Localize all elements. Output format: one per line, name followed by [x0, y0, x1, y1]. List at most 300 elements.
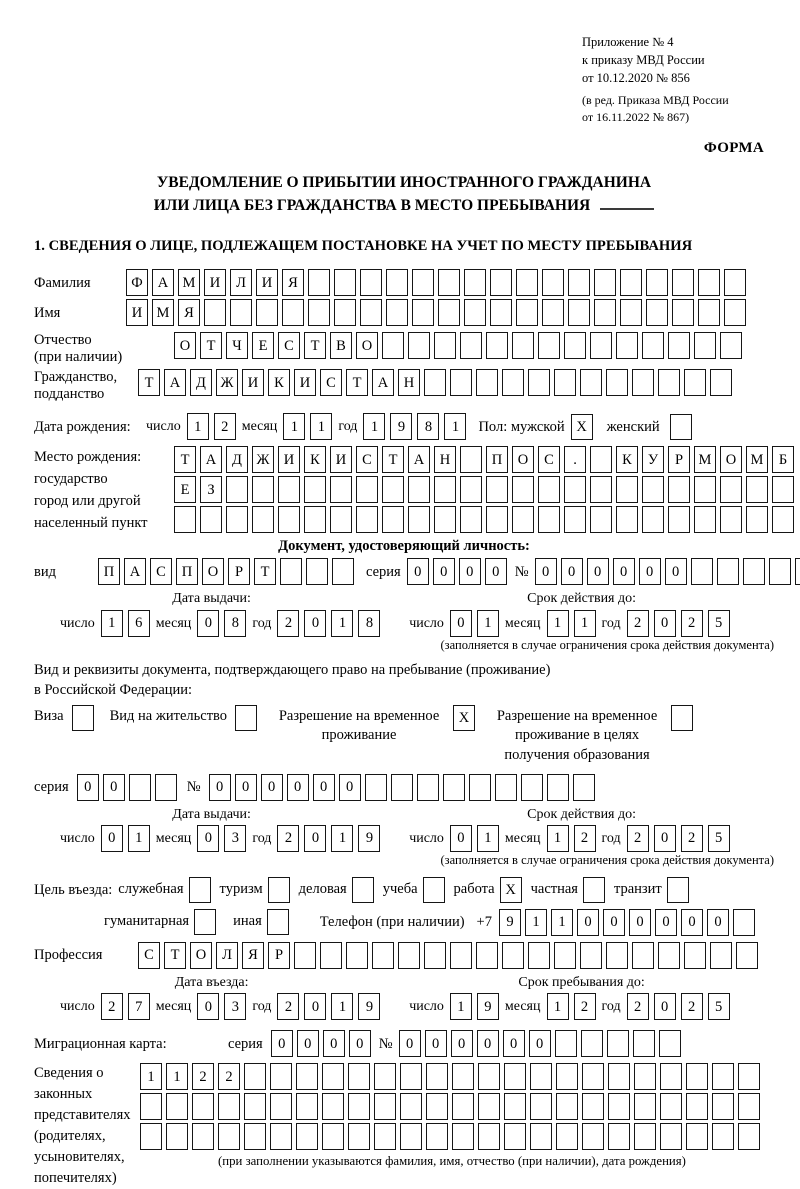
char-cell[interactable] [568, 299, 590, 326]
char-cell[interactable]: 0 [425, 1030, 447, 1057]
char-cell[interactable]: 0 [407, 558, 429, 585]
char-cell[interactable]: 1 [551, 909, 573, 936]
humanitarian-checkbox[interactable] [194, 909, 216, 935]
char-cell[interactable]: 0 [101, 825, 123, 852]
char-cell[interactable] [717, 558, 739, 585]
char-cell[interactable]: С [356, 446, 378, 473]
char-cell[interactable] [426, 1093, 448, 1120]
char-cell[interactable]: 0 [477, 1030, 499, 1057]
char-cell[interactable] [304, 506, 326, 533]
char-cell[interactable]: 5 [708, 610, 730, 637]
char-cell[interactable] [564, 332, 586, 359]
char-cell[interactable] [408, 506, 430, 533]
char-cell[interactable]: 8 [358, 610, 380, 637]
char-cell[interactable] [568, 269, 590, 296]
char-cell[interactable] [672, 299, 694, 326]
char-cell[interactable]: 2 [627, 825, 649, 852]
char-cell[interactable]: 9 [499, 909, 521, 936]
char-cell[interactable] [296, 1123, 318, 1150]
char-cell[interactable] [608, 1123, 630, 1150]
char-cell[interactable] [738, 1063, 760, 1090]
char-cell[interactable] [556, 1093, 578, 1120]
char-cell[interactable] [795, 558, 800, 585]
char-cell[interactable]: 1 [477, 610, 499, 637]
char-cell[interactable] [502, 369, 524, 396]
char-cell[interactable] [512, 476, 534, 503]
char-cell[interactable] [374, 1063, 396, 1090]
char-cell[interactable] [620, 299, 642, 326]
char-cell[interactable]: М [746, 446, 768, 473]
char-cell[interactable] [634, 1123, 656, 1150]
char-cell[interactable]: С [278, 332, 300, 359]
char-cell[interactable]: С [538, 446, 560, 473]
char-cell[interactable]: 2 [277, 610, 299, 637]
study-checkbox[interactable] [423, 877, 445, 903]
char-cell[interactable]: 0 [655, 909, 677, 936]
char-cell[interactable] [694, 332, 716, 359]
char-cell[interactable]: И [242, 369, 264, 396]
transit-checkbox[interactable] [667, 877, 689, 903]
char-cell[interactable]: 0 [209, 774, 231, 801]
char-cell[interactable] [478, 1123, 500, 1150]
char-cell[interactable]: 1 [525, 909, 547, 936]
private-checkbox[interactable] [583, 877, 605, 903]
char-cell[interactable] [348, 1063, 370, 1090]
char-cell[interactable] [642, 476, 664, 503]
char-cell[interactable] [450, 942, 472, 969]
char-cell[interactable]: 6 [128, 610, 150, 637]
char-cell[interactable] [382, 332, 404, 359]
char-cell[interactable]: 0 [271, 1030, 293, 1057]
char-cell[interactable] [746, 476, 768, 503]
char-cell[interactable] [417, 774, 439, 801]
char-cell[interactable] [452, 1123, 474, 1150]
char-cell[interactable]: 0 [77, 774, 99, 801]
official-checkbox[interactable] [189, 877, 211, 903]
char-cell[interactable]: 9 [477, 993, 499, 1020]
char-cell[interactable] [348, 1123, 370, 1150]
char-cell[interactable] [330, 476, 352, 503]
char-cell[interactable]: 9 [390, 413, 412, 440]
char-cell[interactable] [330, 506, 352, 533]
char-cell[interactable]: 0 [577, 909, 599, 936]
char-cell[interactable]: А [408, 446, 430, 473]
char-cell[interactable]: 1 [363, 413, 385, 440]
char-cell[interactable] [400, 1063, 422, 1090]
char-cell[interactable] [555, 1030, 577, 1057]
char-cell[interactable]: А [372, 369, 394, 396]
char-cell[interactable]: С [320, 369, 342, 396]
char-cell[interactable] [129, 774, 151, 801]
char-cell[interactable] [460, 332, 482, 359]
char-cell[interactable]: 1 [574, 610, 596, 637]
char-cell[interactable] [684, 942, 706, 969]
char-cell[interactable] [556, 1063, 578, 1090]
char-cell[interactable]: Е [252, 332, 274, 359]
char-cell[interactable] [476, 942, 498, 969]
char-cell[interactable] [698, 269, 720, 296]
char-cell[interactable]: Р [228, 558, 250, 585]
char-cell[interactable] [660, 1063, 682, 1090]
char-cell[interactable]: Т [164, 942, 186, 969]
char-cell[interactable] [218, 1093, 240, 1120]
char-cell[interactable] [547, 774, 569, 801]
char-cell[interactable] [504, 1063, 526, 1090]
char-cell[interactable] [516, 269, 538, 296]
char-cell[interactable] [356, 476, 378, 503]
char-cell[interactable]: С [150, 558, 172, 585]
char-cell[interactable] [270, 1123, 292, 1150]
char-cell[interactable] [412, 269, 434, 296]
char-cell[interactable] [140, 1093, 162, 1120]
char-cell[interactable] [334, 269, 356, 296]
char-cell[interactable]: 0 [707, 909, 729, 936]
char-cell[interactable] [256, 299, 278, 326]
char-cell[interactable]: А [164, 369, 186, 396]
char-cell[interactable]: Д [190, 369, 212, 396]
char-cell[interactable] [495, 774, 517, 801]
char-cell[interactable]: 0 [503, 1030, 525, 1057]
char-cell[interactable]: 0 [197, 993, 219, 1020]
char-cell[interactable] [426, 1123, 448, 1150]
char-cell[interactable] [538, 332, 560, 359]
char-cell[interactable] [464, 269, 486, 296]
char-cell[interactable]: 3 [224, 825, 246, 852]
char-cell[interactable] [582, 1093, 604, 1120]
char-cell[interactable] [174, 506, 196, 533]
char-cell[interactable]: Т [254, 558, 276, 585]
char-cell[interactable] [590, 476, 612, 503]
char-cell[interactable] [530, 1093, 552, 1120]
char-cell[interactable]: 1 [128, 825, 150, 852]
char-cell[interactable] [606, 942, 628, 969]
char-cell[interactable]: Е [174, 476, 196, 503]
char-cell[interactable] [580, 942, 602, 969]
char-cell[interactable] [226, 506, 248, 533]
char-cell[interactable]: 8 [417, 413, 439, 440]
char-cell[interactable]: 0 [529, 1030, 551, 1057]
other-purpose-checkbox[interactable] [267, 909, 289, 935]
char-cell[interactable]: О [356, 332, 378, 359]
char-cell[interactable]: Т [138, 369, 160, 396]
char-cell[interactable] [332, 558, 354, 585]
char-cell[interactable] [374, 1123, 396, 1150]
char-cell[interactable]: А [152, 269, 174, 296]
char-cell[interactable] [434, 506, 456, 533]
char-cell[interactable] [382, 506, 404, 533]
char-cell[interactable] [334, 299, 356, 326]
char-cell[interactable] [608, 1063, 630, 1090]
char-cell[interactable] [320, 942, 342, 969]
char-cell[interactable] [450, 369, 472, 396]
char-cell[interactable] [282, 299, 304, 326]
char-cell[interactable]: К [616, 446, 638, 473]
char-cell[interactable]: 1 [331, 610, 353, 637]
char-cell[interactable]: 0 [639, 558, 661, 585]
char-cell[interactable] [564, 506, 586, 533]
char-cell[interactable] [582, 1123, 604, 1150]
char-cell[interactable]: 0 [261, 774, 283, 801]
char-cell[interactable]: Я [242, 942, 264, 969]
char-cell[interactable] [412, 299, 434, 326]
char-cell[interactable] [528, 942, 550, 969]
char-cell[interactable] [204, 299, 226, 326]
char-cell[interactable] [658, 942, 680, 969]
char-cell[interactable] [469, 774, 491, 801]
sex-female-checkbox[interactable] [670, 414, 692, 440]
char-cell[interactable]: 0 [459, 558, 481, 585]
char-cell[interactable]: И [294, 369, 316, 396]
char-cell[interactable] [554, 942, 576, 969]
char-cell[interactable] [634, 1093, 656, 1120]
char-cell[interactable]: Я [178, 299, 200, 326]
char-cell[interactable]: 2 [277, 993, 299, 1020]
char-cell[interactable]: 1 [444, 413, 466, 440]
char-cell[interactable] [486, 506, 508, 533]
char-cell[interactable] [769, 558, 791, 585]
char-cell[interactable]: 0 [287, 774, 309, 801]
char-cell[interactable] [512, 332, 534, 359]
char-cell[interactable] [580, 369, 602, 396]
char-cell[interactable] [166, 1093, 188, 1120]
char-cell[interactable] [659, 1030, 681, 1057]
char-cell[interactable] [516, 299, 538, 326]
char-cell[interactable] [386, 269, 408, 296]
char-cell[interactable]: 2 [218, 1063, 240, 1090]
char-cell[interactable] [686, 1123, 708, 1150]
char-cell[interactable] [554, 369, 576, 396]
char-cell[interactable]: Ч [226, 332, 248, 359]
char-cell[interactable] [244, 1123, 266, 1150]
char-cell[interactable]: 1 [283, 413, 305, 440]
char-cell[interactable] [218, 1123, 240, 1150]
char-cell[interactable]: И [126, 299, 148, 326]
char-cell[interactable]: 1 [547, 610, 569, 637]
char-cell[interactable] [590, 506, 612, 533]
char-cell[interactable] [710, 369, 732, 396]
char-cell[interactable] [460, 446, 482, 473]
char-cell[interactable] [408, 332, 430, 359]
char-cell[interactable] [738, 1123, 760, 1150]
char-cell[interactable] [710, 942, 732, 969]
char-cell[interactable] [646, 299, 668, 326]
char-cell[interactable]: 2 [277, 825, 299, 852]
char-cell[interactable]: О [174, 332, 196, 359]
char-cell[interactable] [391, 774, 413, 801]
char-cell[interactable]: 2 [192, 1063, 214, 1090]
char-cell[interactable]: И [278, 446, 300, 473]
char-cell[interactable] [476, 369, 498, 396]
char-cell[interactable] [660, 1093, 682, 1120]
char-cell[interactable] [632, 942, 654, 969]
char-cell[interactable] [606, 369, 628, 396]
char-cell[interactable] [322, 1063, 344, 1090]
char-cell[interactable] [382, 476, 404, 503]
char-cell[interactable] [200, 506, 222, 533]
char-cell[interactable]: А [200, 446, 222, 473]
char-cell[interactable] [348, 1093, 370, 1120]
sex-male-checkbox[interactable]: X [571, 414, 593, 440]
char-cell[interactable] [590, 332, 612, 359]
char-cell[interactable]: Т [304, 332, 326, 359]
char-cell[interactable] [646, 269, 668, 296]
char-cell[interactable] [308, 269, 330, 296]
char-cell[interactable] [724, 299, 746, 326]
char-cell[interactable]: Я [282, 269, 304, 296]
char-cell[interactable] [684, 369, 706, 396]
char-cell[interactable] [660, 1123, 682, 1150]
char-cell[interactable] [424, 942, 446, 969]
char-cell[interactable] [306, 558, 328, 585]
char-cell[interactable]: П [486, 446, 508, 473]
char-cell[interactable]: 1 [477, 825, 499, 852]
char-cell[interactable]: 7 [128, 993, 150, 1020]
char-cell[interactable]: 2 [214, 413, 236, 440]
char-cell[interactable] [252, 476, 274, 503]
char-cell[interactable]: П [176, 558, 198, 585]
char-cell[interactable]: 0 [561, 558, 583, 585]
char-cell[interactable]: Ж [216, 369, 238, 396]
char-cell[interactable]: 1 [101, 610, 123, 637]
char-cell[interactable] [658, 369, 680, 396]
char-cell[interactable] [668, 476, 690, 503]
char-cell[interactable] [672, 269, 694, 296]
char-cell[interactable] [632, 369, 654, 396]
char-cell[interactable]: 2 [681, 610, 703, 637]
char-cell[interactable]: 2 [574, 825, 596, 852]
char-cell[interactable]: 0 [197, 610, 219, 637]
char-cell[interactable] [296, 1093, 318, 1120]
char-cell[interactable] [686, 1063, 708, 1090]
char-cell[interactable]: 1 [331, 993, 353, 1020]
char-cell[interactable]: 9 [358, 993, 380, 1020]
char-cell[interactable] [140, 1123, 162, 1150]
char-cell[interactable]: 1 [547, 993, 569, 1020]
char-cell[interactable]: О [720, 446, 742, 473]
char-cell[interactable] [226, 476, 248, 503]
char-cell[interactable] [607, 1030, 629, 1057]
char-cell[interactable] [668, 332, 690, 359]
char-cell[interactable]: 0 [665, 558, 687, 585]
char-cell[interactable]: Б [772, 446, 794, 473]
char-cell[interactable] [504, 1093, 526, 1120]
char-cell[interactable]: Ф [126, 269, 148, 296]
char-cell[interactable]: 1 [547, 825, 569, 852]
char-cell[interactable]: 0 [197, 825, 219, 852]
char-cell[interactable]: . [564, 446, 586, 473]
char-cell[interactable] [736, 942, 758, 969]
char-cell[interactable] [521, 774, 543, 801]
char-cell[interactable]: 0 [399, 1030, 421, 1057]
char-cell[interactable]: О [190, 942, 212, 969]
char-cell[interactable] [360, 299, 382, 326]
char-cell[interactable] [192, 1123, 214, 1150]
char-cell[interactable]: 0 [339, 774, 361, 801]
char-cell[interactable] [642, 506, 664, 533]
char-cell[interactable] [308, 299, 330, 326]
char-cell[interactable] [478, 1093, 500, 1120]
char-cell[interactable] [270, 1063, 292, 1090]
char-cell[interactable] [434, 332, 456, 359]
char-cell[interactable]: 0 [349, 1030, 371, 1057]
char-cell[interactable]: А [124, 558, 146, 585]
char-cell[interactable] [720, 332, 742, 359]
char-cell[interactable] [733, 909, 755, 936]
char-cell[interactable] [464, 299, 486, 326]
char-cell[interactable] [686, 1093, 708, 1120]
char-cell[interactable] [694, 476, 716, 503]
char-cell[interactable] [452, 1063, 474, 1090]
char-cell[interactable] [278, 506, 300, 533]
char-cell[interactable]: 0 [297, 1030, 319, 1057]
char-cell[interactable]: 5 [708, 825, 730, 852]
temporary-residence-education-checkbox[interactable] [671, 705, 693, 731]
char-cell[interactable] [620, 269, 642, 296]
char-cell[interactable] [712, 1093, 734, 1120]
char-cell[interactable] [486, 332, 508, 359]
char-cell[interactable] [400, 1123, 422, 1150]
char-cell[interactable] [244, 1063, 266, 1090]
char-cell[interactable] [712, 1123, 734, 1150]
char-cell[interactable] [528, 369, 550, 396]
char-cell[interactable]: П [98, 558, 120, 585]
char-cell[interactable] [166, 1123, 188, 1150]
char-cell[interactable] [452, 1093, 474, 1120]
char-cell[interactable]: М [152, 299, 174, 326]
char-cell[interactable] [724, 269, 746, 296]
char-cell[interactable] [322, 1123, 344, 1150]
char-cell[interactable] [608, 1093, 630, 1120]
char-cell[interactable]: 0 [304, 610, 326, 637]
char-cell[interactable]: И [204, 269, 226, 296]
char-cell[interactable]: И [330, 446, 352, 473]
char-cell[interactable] [573, 774, 595, 801]
char-cell[interactable] [698, 299, 720, 326]
char-cell[interactable] [296, 1063, 318, 1090]
char-cell[interactable] [633, 1030, 655, 1057]
char-cell[interactable] [594, 299, 616, 326]
char-cell[interactable] [694, 506, 716, 533]
char-cell[interactable]: 5 [708, 993, 730, 1020]
char-cell[interactable] [504, 1123, 526, 1150]
char-cell[interactable]: Р [268, 942, 290, 969]
char-cell[interactable]: И [256, 269, 278, 296]
char-cell[interactable] [294, 942, 316, 969]
char-cell[interactable]: К [304, 446, 326, 473]
char-cell[interactable]: 1 [310, 413, 332, 440]
char-cell[interactable]: 0 [613, 558, 635, 585]
char-cell[interactable] [426, 1063, 448, 1090]
char-cell[interactable] [252, 506, 274, 533]
char-cell[interactable] [634, 1063, 656, 1090]
char-cell[interactable]: 0 [587, 558, 609, 585]
char-cell[interactable]: Д [226, 446, 248, 473]
char-cell[interactable] [738, 1093, 760, 1120]
char-cell[interactable] [582, 1063, 604, 1090]
char-cell[interactable] [720, 476, 742, 503]
char-cell[interactable]: 1 [140, 1063, 162, 1090]
char-cell[interactable] [772, 506, 794, 533]
char-cell[interactable]: Л [216, 942, 238, 969]
char-cell[interactable] [372, 942, 394, 969]
char-cell[interactable]: 0 [235, 774, 257, 801]
char-cell[interactable] [556, 1123, 578, 1150]
char-cell[interactable] [460, 476, 482, 503]
char-cell[interactable] [438, 299, 460, 326]
char-cell[interactable]: Н [434, 446, 456, 473]
char-cell[interactable]: З [200, 476, 222, 503]
char-cell[interactable]: 0 [535, 558, 557, 585]
